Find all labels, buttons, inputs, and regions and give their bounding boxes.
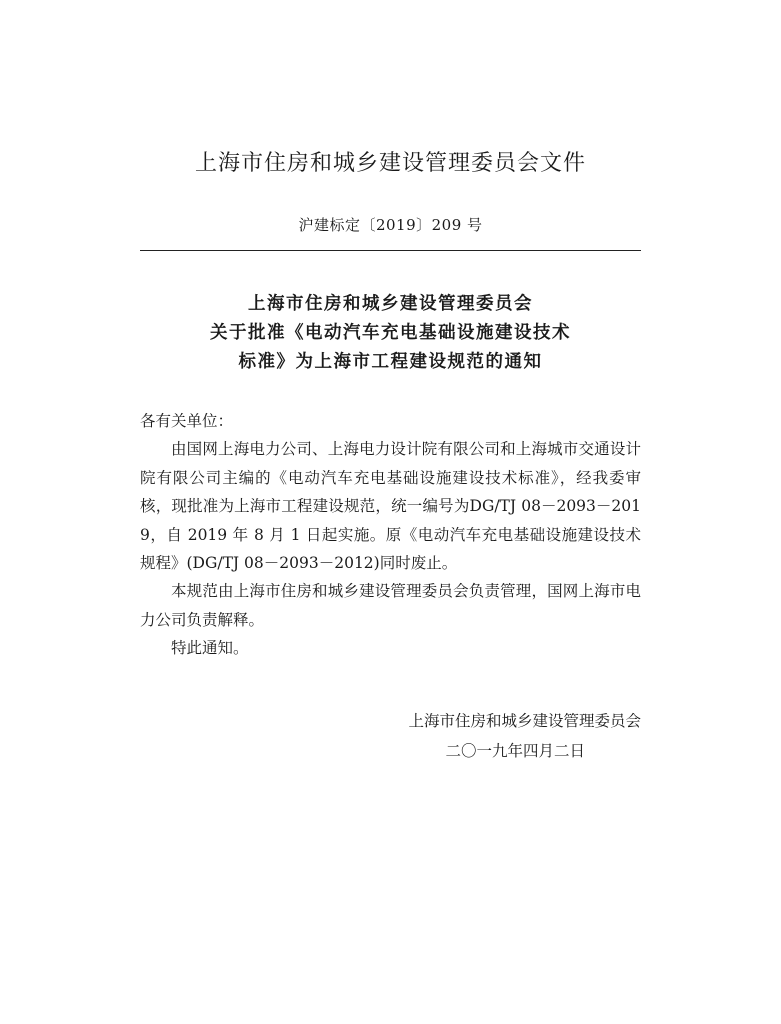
title-line-1: 上海市住房和城乡建设管理委员会 bbox=[248, 294, 533, 314]
notice-title bbox=[0, 290, 781, 377]
body-paragraph-management: 本规范由上海市住房和城乡建设管理委员会负责管理，国网上海市电力公司负责解释。 bbox=[140, 582, 641, 629]
body-paragraph-closing: 特此通知。 bbox=[171, 639, 249, 658]
signature-block bbox=[408, 706, 641, 766]
salutation: 各有关单位： bbox=[140, 412, 234, 430]
title-line-3: 标准》为上海市工程建设规范的通知 bbox=[238, 352, 543, 372]
signature-organization: 上海市住房和城乡建设管理委员会 bbox=[408, 712, 641, 730]
body-paragraph-approval: 由国网上海电力公司、上海电力设计院有限公司和上海城市交通设计院有限公司主编的《电动汽车充电基础设施建设技术标准》，经我委审核，现批准为上海市工程建设规范，统一编号为DG/TJ 08－2093－2019，自 2019 年 8 月 1 日起实施。原《电动汽车充电基础设施建设技术规程》(DG/TJ 08－2093－2012)同时废止。 bbox=[140, 440, 641, 573]
header-divider bbox=[140, 250, 641, 251]
document-number: 沪建标定〔2019〕209 号 bbox=[298, 216, 483, 234]
title-line-2: 关于批准《电动汽车充电基础设施建设技术 bbox=[210, 323, 571, 343]
notice-body bbox=[140, 407, 641, 663]
signature-date: 二〇一九年四月二日 bbox=[445, 742, 585, 760]
issuer-heading: 上海市住房和城乡建设管理委员会文件 bbox=[194, 151, 586, 176]
